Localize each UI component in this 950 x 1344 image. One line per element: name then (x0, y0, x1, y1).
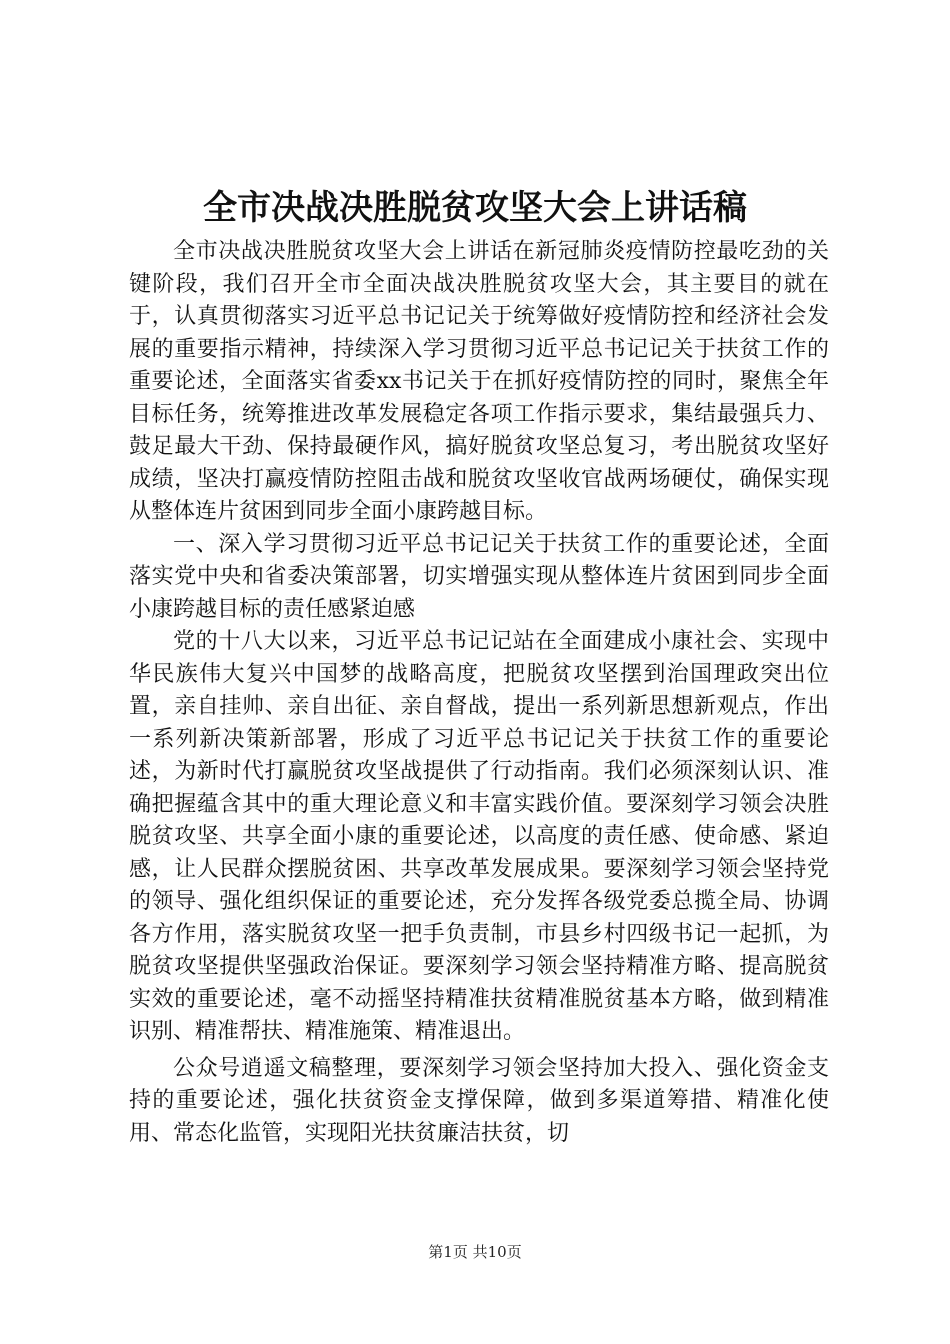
paragraph-section-heading: 一、深入学习贯彻习近平总书记记关于扶贫工作的重要论述，全面落实党中央和省委决策部署，切实增强实现从整体连片贫困到同步全面小康跨越目标的责任感紧迫感 (129, 531, 829, 622)
document-title: 全市决战决胜脱贫攻坚大会上讲话稿 (203, 188, 747, 228)
paragraph-section-body: 党的十八大以来，习近平总书记记站在全面建成小康社会、实现中华民族伟大复兴中国梦的战略高度，把脱贫攻坚摆到治国理政突出位置，亲自挂帅、亲自出征、亲自督战，提出一系列新思想新观点，作出一系列新决策新部署，形成了习近平总书记记关于扶贫工作的重要论述，为新时代打赢脱贫攻坚战提供了行动指南。我们必须深刻认识、准确把握蕴含其中的重大理论意义和丰富实践价值。要深刻学习领会决胜脱贫攻坚、共享全面小康的重要论述，以高度的责任感、使命感、紧迫感，让人民群众摆脱贫困、共享改革发展成果。要深刻学习领会坚持党的领导、强化组织保证的重要论述，充分发挥各级党委总揽全局、协调各方作用，落实脱贫攻坚一把手负责制，市县乡村四级书记一起抓，为脱贫攻坚提供坚强政治保证。要深刻学习领会坚持精准方略、提高脱贫实效的重要论述，毫不动摇坚持精准扶贫精准脱贫基本方略，做到精准识别、精准帮扶、精准施策、精准退出。 (129, 629, 829, 1044)
paragraph-continued: 公众号逍遥文稿整理，要深刻学习领会坚持加大投入、强化资金支持的重要论述，强化扶贫资金支撑保障，做到多渠道筹措、精准化使用、常态化监管，实现阳光扶贫廉洁扶贫，切 (129, 1055, 829, 1146)
page-number-footer: 第1页 共10页 (428, 1243, 522, 1261)
paragraph-intro: 全市决战决胜脱贫攻坚大会上讲话在新冠肺炎疫情防控最吃劲的关键阶段，我们召开全市全面决战决胜脱贫攻坚大会，其主要目的就在于，认真贯彻落实习近平总书记记关于统筹做好疫情防控和经济社会发展的重要指示精神，持续深入学习贯彻习近平总书记记关于扶贫工作的重要论述，全面落实省委xx书记关于在抓好疫情防控的同时，聚焦全年目标任务，统筹推进改革发展稳定各项工作指示要求，集结最强兵力、鼓足最大干劲、保持最硬作风，搞好脱贫攻坚总复习，考出脱贫攻坚好成绩，坚决打赢疫情防控阻击战和脱贫攻坚收官战两场硬仗，确保实现从整体连片贫困到同步全面小康跨越目标。 (129, 239, 829, 524)
document-body (129, 236, 829, 1150)
